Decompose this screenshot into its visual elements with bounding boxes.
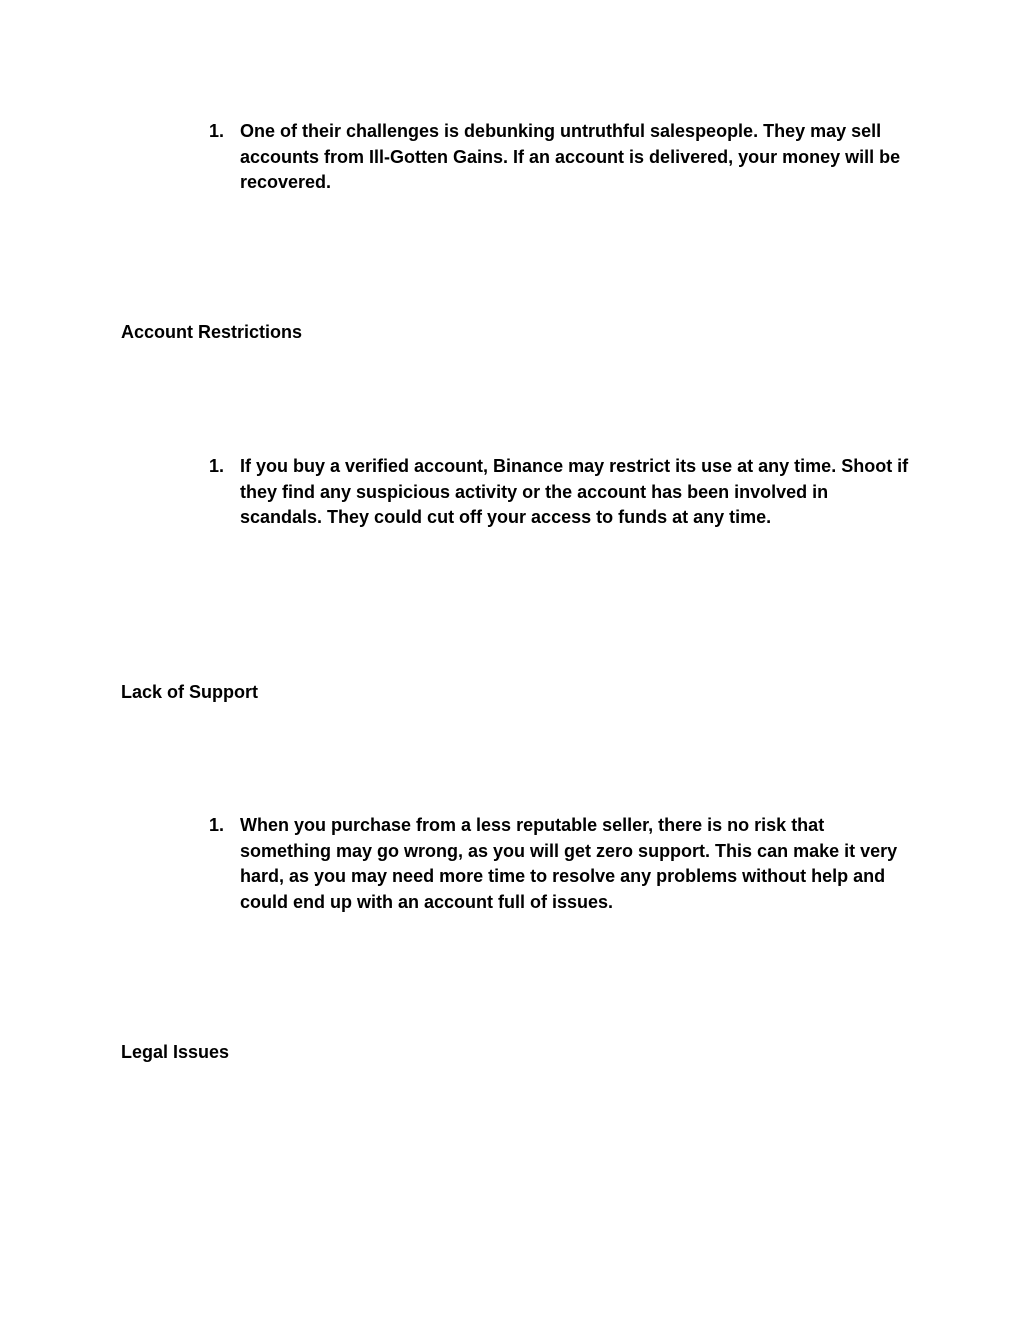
list-item-number: 1. bbox=[209, 121, 225, 141]
list-item-text: One of their challenges is debunking untruthful salespeople. They may sell accounts from Ill-Gotten Gains. If an account is delivered, your money will be recovered. bbox=[240, 121, 901, 192]
section-heading-legal-issues: Legal Issues bbox=[121, 1042, 230, 1062]
list-item-text: If you buy a verified account, Binance may restrict its use at any time. Shoot if they find any suspicious activity or the account has been involved in scandals. They could cut off your access to funds at any time. bbox=[240, 456, 909, 527]
section-heading-lack-of-support: Lack of Support bbox=[121, 682, 259, 702]
section-heading-account-restrictions: Account Restrictions bbox=[121, 322, 303, 342]
list-item-number: 1. bbox=[209, 456, 225, 476]
list-item-text: When you purchase from a less reputable seller, there is no risk that something may go wrong, as you will get zero support. This can make it very hard, as you may need more time to resolve any problems without help and could end up with an account full of issues. bbox=[240, 815, 898, 912]
list-item-number: 1. bbox=[209, 815, 225, 835]
